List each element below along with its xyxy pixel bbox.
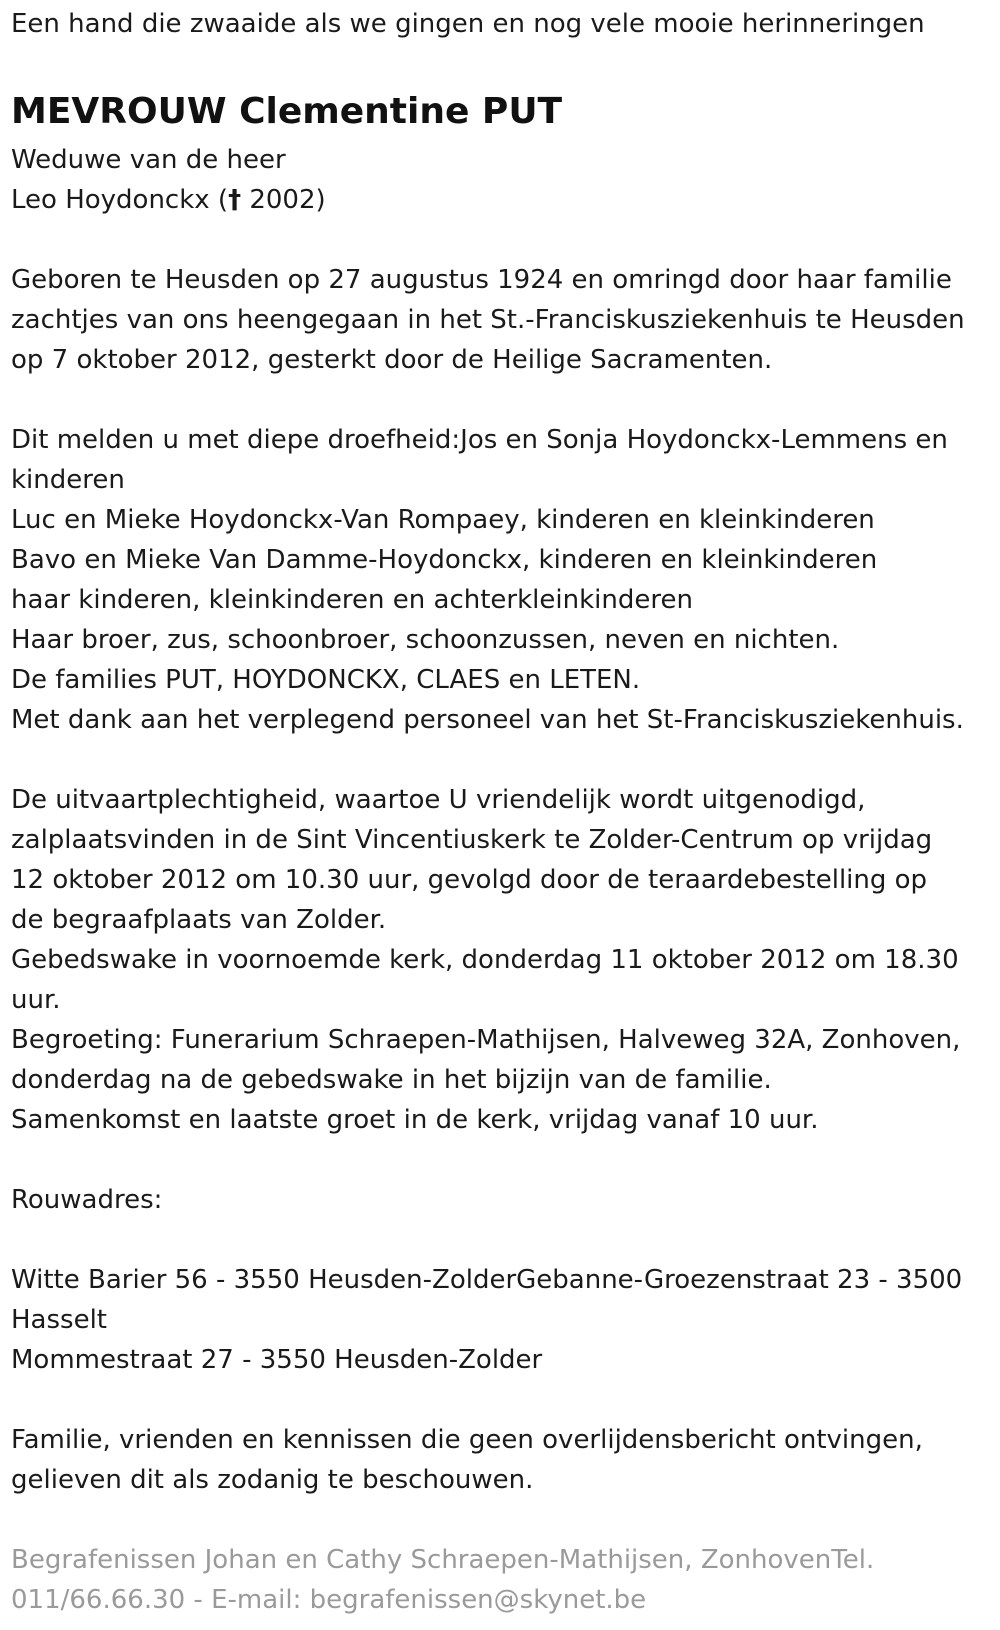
spouse-line-2 <box>11 180 986 220</box>
footer-line: 011/66.66.30 - E-mail: begrafenissen@skynet.be <box>11 1585 647 1615</box>
text-line: Gebedswake in voornoemde kerk, donderdag 11 oktober 2012 om 18.30 <box>11 945 959 975</box>
spacer <box>11 1500 986 1540</box>
text-line: Dit melden u met diepe droefheid:Jos en Sonja Hoydonckx-Lemmens en <box>11 425 948 455</box>
text-line: zalplaatsvinden in de Sint Vincentiuskerk te Zolder-Centrum op vrijdag <box>11 825 933 855</box>
address-section <box>11 1260 986 1380</box>
spacer <box>11 220 986 260</box>
spacer <box>11 1140 986 1180</box>
text-line: Luc en Mieke Hoydonckx-Van Rompaey, kinderen en kleinkinderen <box>11 505 875 535</box>
text-line: kinderen <box>11 465 125 495</box>
text-line: zachtjes van ons heengegaan in het St.-Franciskusziekenhuis te Heusden <box>11 305 965 335</box>
cross-icon: † <box>228 185 242 215</box>
text-line: donderdag na de gebedswake in het bijzijn van de familie. <box>11 1065 772 1095</box>
text-line: gelieven dit als zodanig te beschouwen. <box>11 1465 534 1495</box>
address-line: Hasselt <box>11 1305 107 1335</box>
text-line: De families PUT, HOYDONCKX, CLAES en LETEN. <box>11 665 641 695</box>
footer-line: Begrafenissen Johan en Cathy Schraepen-Mathijsen, ZonhovenTel. <box>11 1545 875 1575</box>
spouse-name: Leo Hoydonckx ( <box>11 185 229 215</box>
text-line: de begraafplaats van Zolder. <box>11 905 387 935</box>
spacer <box>11 380 986 420</box>
text-line: Familie, vrienden en kennissen die geen overlijdensbericht ontvingen, <box>11 1425 923 1455</box>
text-line: Haar broer, zus, schoonbroer, schoonzussen, neven en nichten. <box>11 625 840 655</box>
birth-death-section <box>11 260 986 380</box>
motto: Een hand die zwaaide als we gingen en nog vele mooie herinneringen <box>11 9 925 39</box>
ceremony-section <box>11 780 986 1140</box>
announcement-section <box>11 420 986 740</box>
text-line: De uitvaartplechtigheid, waartoe U vriendelijk wordt uitgenodigd, <box>11 785 866 815</box>
spouse-death-year: 2002) <box>241 185 326 215</box>
address-line: Witte Barier 56 - 3550 Heusden-ZolderGebanne-Groezenstraat 23 - 3500 <box>11 1265 963 1295</box>
spacer <box>11 1220 986 1260</box>
deceased-name: MEVROUW Clementine PUT <box>11 91 563 132</box>
text-line: Samenkomst en laatste groet in de kerk, vrijdag vanaf 10 uur. <box>11 1105 819 1135</box>
text-line: haar kinderen, kleinkinderen en achterkleinkinderen <box>11 585 693 615</box>
text-line: 12 oktober 2012 om 10.30 uur, gevolgd door de teraardebestelling op <box>11 865 928 895</box>
spacer <box>11 1380 986 1420</box>
text-line: Geboren te Heusden op 27 augustus 1924 en omringd door haar familie <box>11 265 952 295</box>
spacer <box>11 740 986 780</box>
spouse-section <box>11 140 986 220</box>
text-line: op 7 oktober 2012, gesterkt door de Heilige Sacramenten. <box>11 345 773 375</box>
mourning-address-label: Rouwadres: <box>11 1185 163 1215</box>
text-line: Bavo en Mieke Van Damme-Hoydonckx, kinderen en kleinkinderen <box>11 545 878 575</box>
funeral-home-footer <box>11 1540 986 1620</box>
text-line: Met dank aan het verplegend personeel van het St-Franciskusziekenhuis. <box>11 705 964 735</box>
spouse-line-1: Weduwe van de heer <box>11 145 286 175</box>
text-line: uur. <box>11 985 61 1015</box>
text-line: Begroeting: Funerarium Schraepen-Mathijsen, Halveweg 32A, Zonhoven, <box>11 1025 961 1055</box>
closing-note-section <box>11 1420 986 1500</box>
address-line: Mommestraat 27 - 3550 Heusden-Zolder <box>11 1345 543 1375</box>
